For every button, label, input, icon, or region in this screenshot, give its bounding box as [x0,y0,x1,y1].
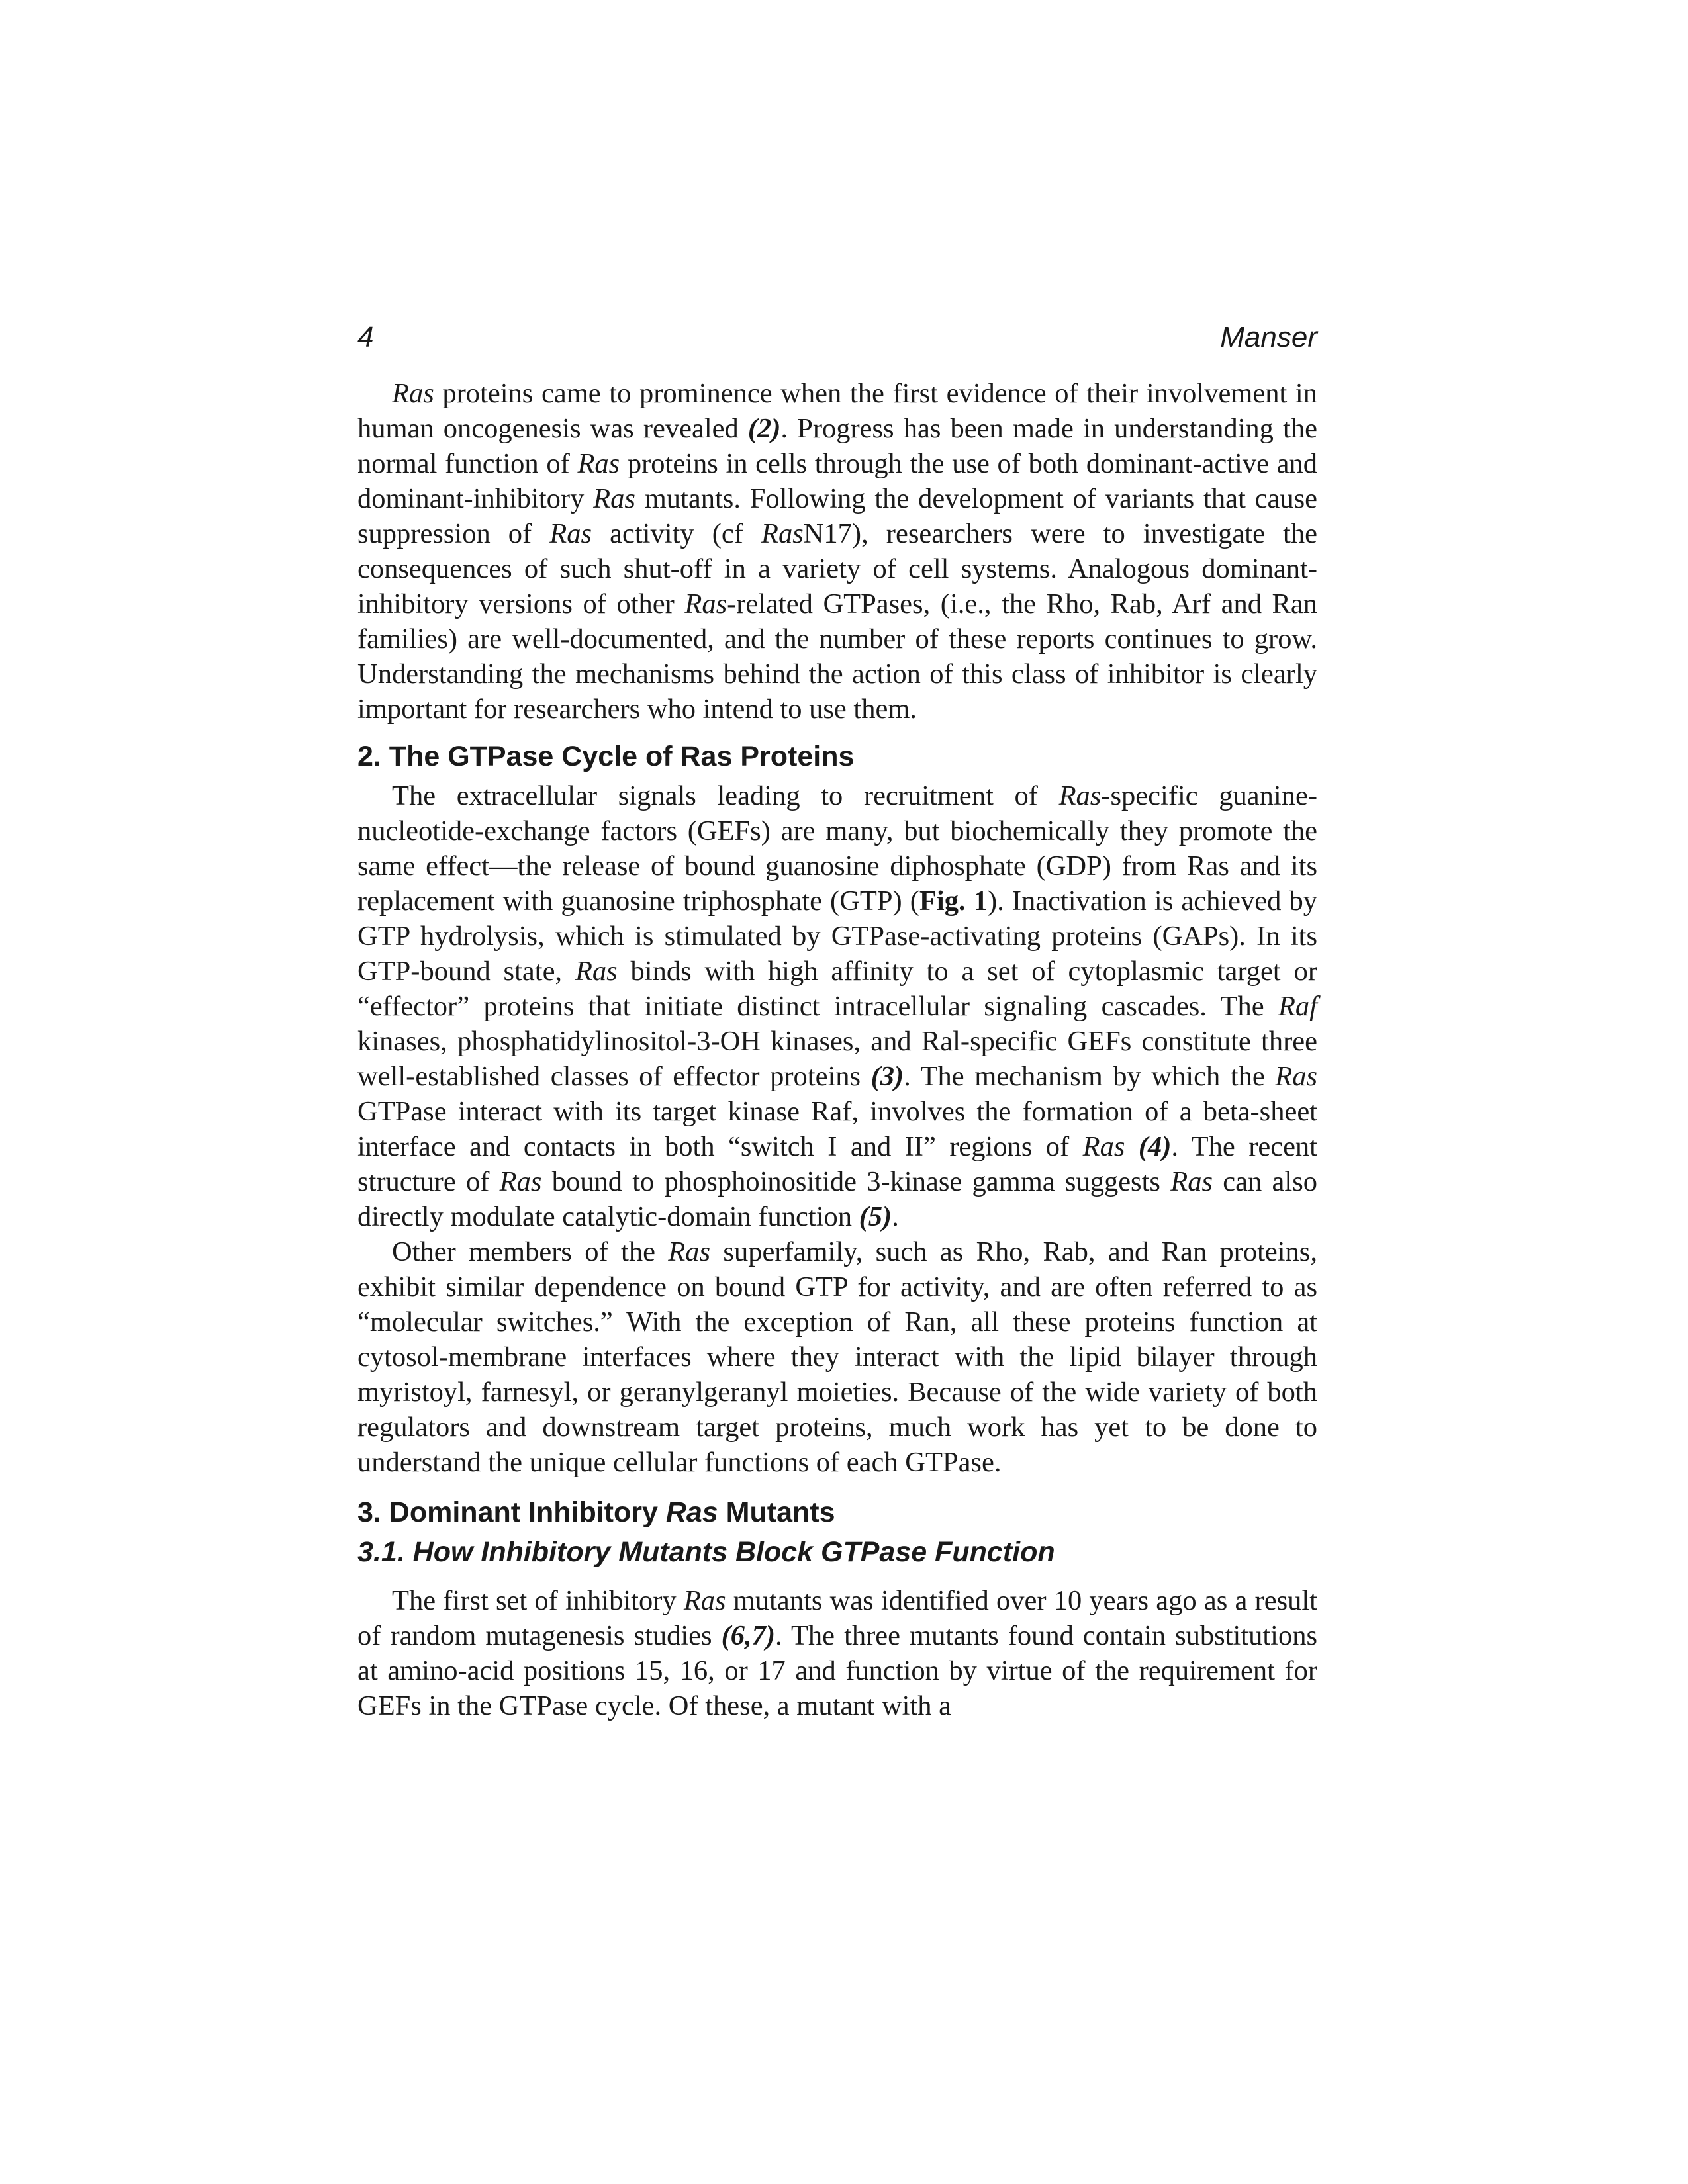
section-3-heading: 3. Dominant Inhibitory Ras Mutants [357,1496,835,1528]
section-2-paragraph-2: Other members of the Ras superfamily, such as Rho, Rab, and Ran proteins, exhibit similar dependence on bound GTP for activity, and are often referred to as “molecular switches.” With the exception of Ran, all these proteins function at cytosol-membrane interfaces where they interact with the lipid bilayer through myristoyl, farnesyl, or geranylgeranyl moieties. Because of the wide variety of both regulators and downstream target proteins, much work has yet to be done to understand the unique cellular functions of each GTPase. [357,1236,1317,1478]
section-2-paragraph-1: The extracellular signals leading to recruitment of Ras-specific guanine-nucleotide-exchange factors (GEFs) are many, but biochemically they promote the same effect—the release of bound guanosine diphosphate (GDP) from Ras and its replacement with guanosine triphosphate (GTP) (Fig. 1). Inactivation is achieved by GTP hydrolysis, which is stimulated by GTPase-activating proteins (GAPs). In its GTP-bound state, Ras binds with high affinity to a set of cytoplasmic target or “effector” proteins that initiate distinct intracellular signaling cascades. The Raf kinases, phosphatidylinositol-3-OH kinases, and Ral-specific GEFs constitute three well-established classes of effector proteins (3). The mechanism by which the Ras GTPase interact with its target kinase Raf, involves the formation of a beta-sheet interface and contacts in both “switch I and II” regions of Ras (4). The recent structure of Ras bound to phosphoinositide 3-kinase gamma suggests Ras can also directly modulate catalytic-domain function (5). [357,780,1317,1232]
citation: (6,7) [721,1620,776,1651]
citation: (5) [859,1201,892,1232]
section-3-1-heading: 3.1. How Inhibitory Mutants Block GTPase Function [357,1536,1055,1568]
page-number: 4 [357,321,374,353]
section-3-1-paragraph-1: The first set of inhibitory Ras mutants was identified over 10 years ago as a result of random mutagenesis studies (6,7). The three mutants found contain substitutions at amino-acid positions 15, 16, or 17 and function by virtue of the requirement for GEFs in the GTPase cycle. Of these, a mutant with a [357,1585,1317,1721]
running-head-author: Manser [1220,321,1317,353]
running-head [357,318,1317,357]
section-2-heading: 2. The GTPase Cycle of Ras Proteins [357,741,855,772]
citation: (3) [870,1061,904,1092]
citation: (2) [747,413,781,444]
citation: (4) [1138,1131,1172,1162]
figure-reference: Fig. 1 [919,886,988,917]
intro-paragraph: Ras proteins came to prominence when the first evidence of their involvement in human oncogenesis was revealed (2). Progress has been made in understanding the normal function of Ras proteins in cells through the use of both dominant-active and dominant-inhibitory Ras mutants. Following the development of variants that cause suppression of Ras activity (cf RasN17), researchers were to investigate the consequences of such shut-off in a variety of cell systems. Analogous dominant-inhibitory versions of other Ras-related GTPases, (i.e., the Rho, Rab, Arf and Ran families) are well-documented, and the number of these reports continues to grow. Understanding the mechanisms behind the action of this class of inhibitor is clearly important for researchers who intend to use them. [357,378,1318,725]
page-body [357,318,1317,1723]
